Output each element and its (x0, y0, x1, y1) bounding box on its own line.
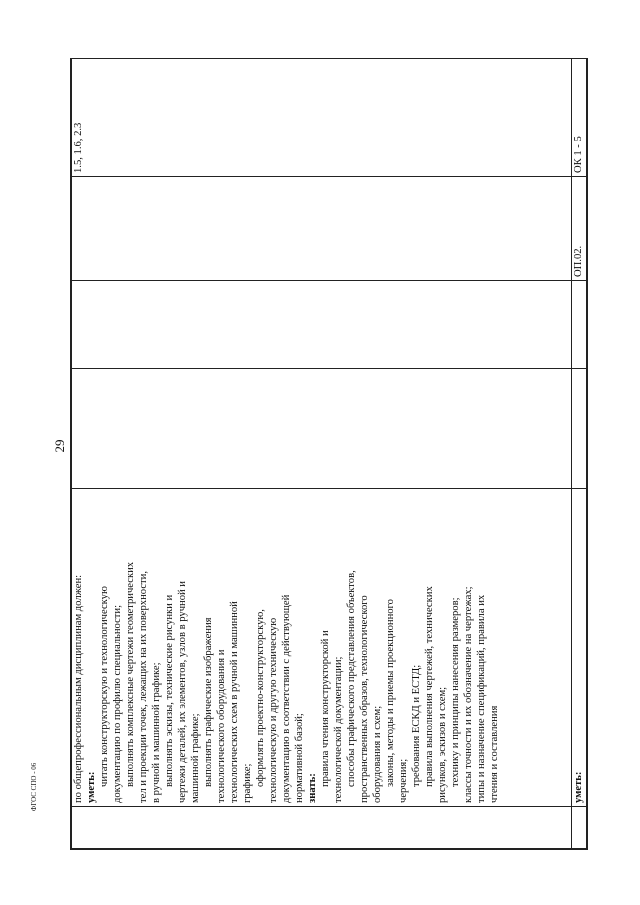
hours-cell-empty (72, 369, 572, 489)
requirement-line: в ручной и машинной графике; (151, 662, 162, 803)
requirement-line: требования ЕСКД и ЕСТД; (411, 664, 422, 787)
requirement-line: документацию по профилю специальности; (112, 604, 123, 803)
page-number: 29 (52, 439, 67, 453)
requirement-line: рисунков, эскизов и схем; (437, 686, 448, 803)
requirement-line: законы, методы и приемы проекционного (385, 599, 396, 787)
requirement-line: выполнять комплексные чертежи геометрических (125, 561, 136, 787)
requirement-line: правила выполнения чертежей, технических (424, 586, 435, 787)
table-row (72, 58, 572, 849)
requirement-line: способы графического представления объектов, (346, 570, 357, 787)
foot-requirement: уметь: (573, 771, 585, 803)
foot-hours-cell-empty (572, 369, 587, 489)
requirement-line: черчения; (398, 758, 409, 803)
requirement-line: классы точности и их обозначение на чертежах; (463, 586, 474, 803)
hours-cell-empty-2 (72, 281, 572, 369)
requirement-line: правила чтения конструкторской и (320, 630, 331, 787)
requirement-line: машинной графике; (190, 713, 201, 803)
table-row (572, 58, 587, 849)
requirement-line: технику и принципы нанесения размеров; (450, 597, 461, 787)
competence-ref-cell (72, 58, 572, 177)
table-viewport (70, 58, 588, 850)
requirement-line: тел и проекции точек, лежащих на их поверхности, (138, 571, 149, 803)
requirement-line: уметь: (86, 771, 97, 803)
requirement-line: графике; (242, 763, 253, 803)
foot-hours-cell-empty-2 (572, 281, 587, 369)
foot-code-cell-empty (572, 807, 587, 849)
requirement-line: выполнять эскизы, технические рисунки и (164, 594, 175, 787)
competence-ref: 1.5, 1.6, 2.3 (73, 122, 84, 173)
requirements-cell (72, 489, 572, 807)
requirement-line: документацию в соответствии с действующей (281, 594, 292, 803)
discipline-cell-empty (72, 177, 572, 281)
requirement-line: чтения и составления (489, 705, 500, 803)
requirement-line: оформлять проектно-конструкторскую, (255, 609, 266, 787)
foot-requirement-cell (572, 489, 587, 807)
requirement-line: типы и назначение спецификаций, правила их (476, 594, 487, 803)
requirement-line: оборудования и схем; (372, 705, 383, 803)
requirement-line: технологических схем в ручной и машинной (229, 601, 240, 803)
requirement-line: технологическую и другую техническую (268, 617, 279, 803)
requirement-line: знать: (307, 773, 318, 803)
foot-competence-cell (572, 58, 587, 177)
requirement-line: читать конструкторскую и технологическую (99, 586, 110, 787)
discipline-code: ОП.02. (573, 245, 585, 277)
code-cell-empty (72, 807, 572, 849)
requirement-line: чертежи деталей, их элементов, узлов в ручной и (177, 581, 188, 803)
requirement-line: по общепрофессиональным дисциплинам должен: (73, 574, 84, 803)
curriculum-grid (71, 58, 587, 849)
requirement-line: технологического оборудования и (216, 649, 227, 803)
requirements-text (72, 492, 501, 803)
foot-discipline-cell (572, 177, 587, 281)
requirement-line: технологической документации; (333, 656, 344, 803)
requirement-line: выполнять графические изображения (203, 617, 214, 787)
footer-mark: ФГОС СПО - 06 (30, 762, 38, 812)
requirement-line: пространственных образов, технологического (359, 595, 370, 803)
competence-code: ОК 1 - 5 (573, 136, 585, 173)
curriculum-table (70, 58, 588, 850)
requirement-line: нормативной базой; (294, 713, 305, 803)
